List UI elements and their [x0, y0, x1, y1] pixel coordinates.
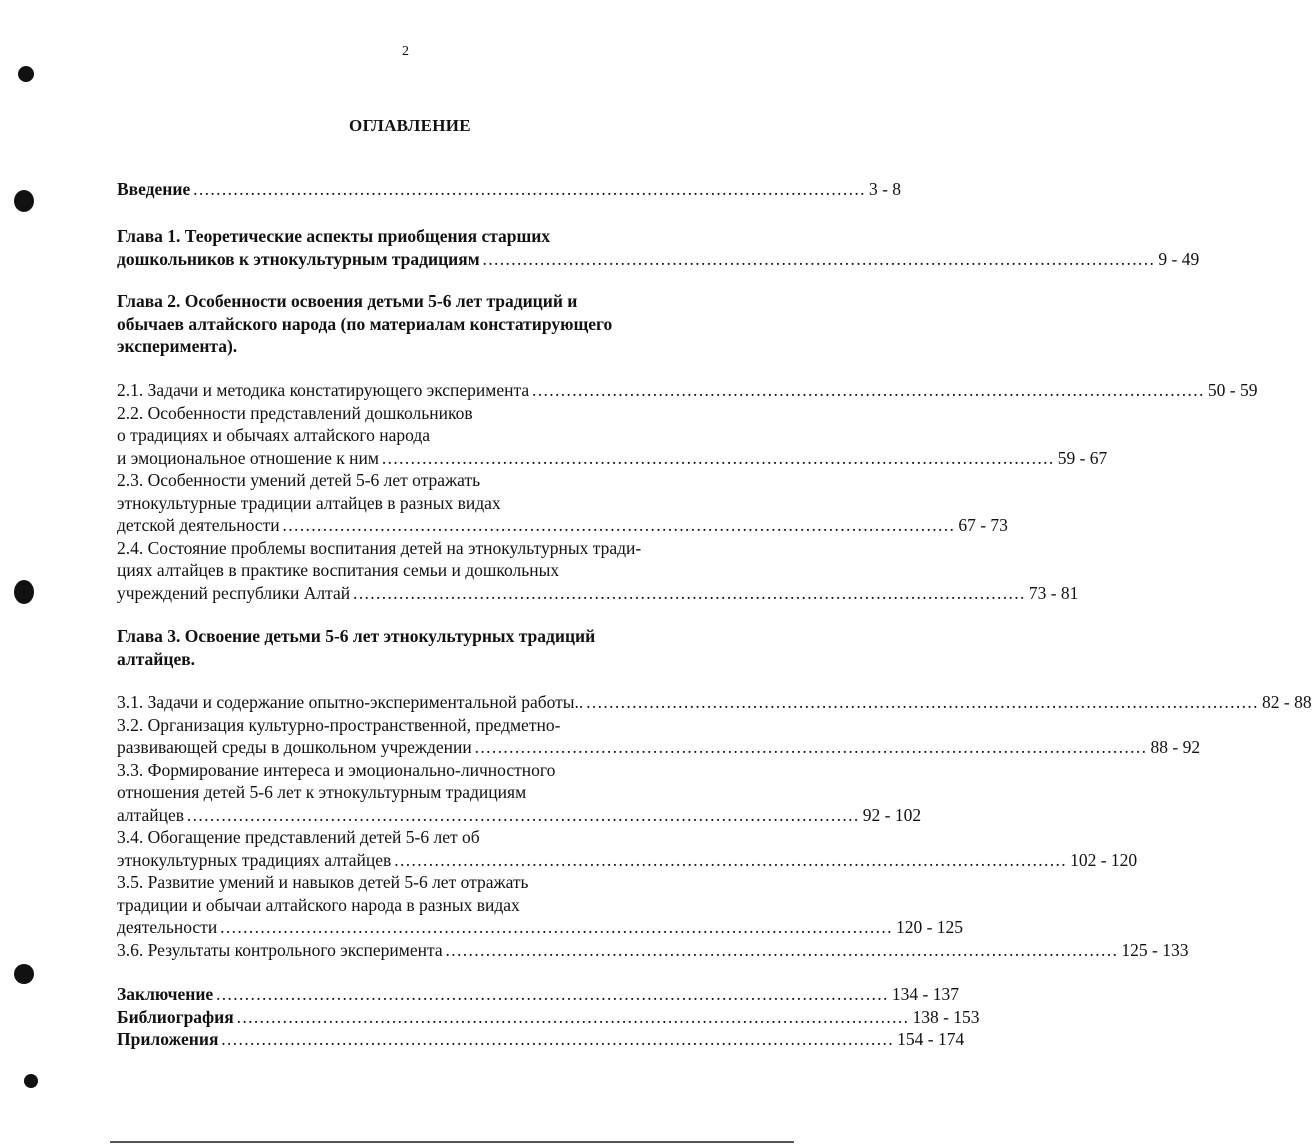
toc-entry-label: детской деятельности . . . — [117, 514, 952, 537]
toc-entry-label: Библиография . . . — [117, 1006, 906, 1029]
toc-page-range: 102 - 120 — [1070, 849, 1138, 870]
chapter-heading-line: Глава 2. Особенности освоения детьми 5-6 лет традиций и — [117, 291, 578, 311]
toc-entry-label: 3.1. Задачи и содержание опытно-экспериментальной работы.. . . . — [117, 691, 1256, 714]
toc-page-range: 50 - 59 — [1207, 380, 1258, 400]
toc-page-range: 67 - 73 — [958, 515, 1008, 535]
toc-page-range: 134 - 137 — [891, 984, 959, 1004]
toc-section-line: 3.2. Организация культурно-пространственной, предметно- — [117, 714, 561, 735]
toc-entry-label: этнокультурных традициях алтайцев . . . — [117, 849, 1064, 872]
page-title: ОГЛАВЛЕНИЕ — [349, 116, 471, 135]
toc-section-line: 3.3. Формирование интереса и эмоционально-личностного — [117, 759, 556, 780]
toc-section-line: циях алтайцев в практике воспитания семьи и дошкольных — [117, 560, 560, 580]
toc-entry-label: развивающей среды в дошкольном учреждении . . . — [117, 736, 1145, 759]
toc-entry-label: Введение . . . — [117, 178, 863, 201]
toc-section-line: 2.3. Особенности умений детей 5-6 лет отражать — [117, 470, 481, 490]
binder-hole-mark — [14, 964, 34, 984]
toc-page-range: 92 - 102 — [862, 804, 922, 825]
toc-conclusion — [117, 983, 959, 1006]
toc-chapter-1 — [117, 225, 1200, 270]
toc-page-range: 120 - 125 — [895, 917, 964, 937]
toc-chapter-2-heading — [117, 290, 717, 358]
toc-page-range: 73 - 81 — [1028, 582, 1079, 603]
toc-entry-label: Заключение . . . — [117, 983, 886, 1006]
toc-page-range: 3 - 8 — [868, 179, 902, 199]
toc-section-3-1 — [117, 691, 1312, 714]
toc-page-range: 125 - 133 — [1121, 939, 1189, 960]
binder-hole-mark — [14, 190, 34, 212]
toc-entry-label: учреждений республики Алтай . . . — [117, 582, 1023, 605]
toc-page-range: 154 - 174 — [897, 1029, 965, 1049]
toc-introduction — [117, 178, 902, 201]
toc-section-2-1 — [117, 379, 1258, 402]
toc-section-line: 2.4. Состояние проблемы воспитания детей на этнокультурных тради- — [117, 537, 642, 558]
page-number: 2 — [402, 44, 409, 59]
toc-section-line: этнокультурные традиции алтайцев в разных видах — [117, 492, 501, 513]
binder-hole-mark — [24, 1074, 38, 1088]
chapter-heading-line: дошкольников к этнокультурным традициям . . . — [117, 248, 1152, 271]
toc-entry-label: Приложения . . . — [117, 1028, 891, 1051]
toc-section-line: 3.5. Развитие умений и навыков детей 5-6 лет отражать — [117, 872, 529, 892]
chapter-heading-line: Глава 3. Освоение детьми 5-6 лет этнокультурных традиций — [117, 626, 596, 646]
chapter-heading-line: обычаев алтайского народа (по материалам констатирующего — [117, 313, 613, 334]
binder-hole-mark — [18, 66, 34, 82]
toc-chapter-2-sections — [117, 379, 1258, 604]
toc-page-range: 82 - 88 — [1262, 692, 1312, 712]
chapter-heading-line: алтайцев. — [117, 648, 196, 669]
binder-hole-mark — [14, 580, 34, 604]
toc-page-range: 138 - 153 — [912, 1006, 980, 1027]
chapter-heading-line: Глава 1. Теоретические аспекты приобщения старших — [117, 226, 551, 246]
chapter-heading-line: эксперимента). — [117, 336, 238, 356]
toc-entry-label: и эмоциональное отношение к ним . . . — [117, 447, 1052, 470]
toc-appendix — [117, 1028, 965, 1051]
toc-page-range: 59 - 67 — [1057, 447, 1108, 468]
toc-bibliography — [117, 1006, 980, 1029]
toc-entry-label: деятельности . . . — [117, 916, 890, 939]
scan-edge-line — [110, 1141, 794, 1143]
toc-page-range: 9 - 49 — [1158, 248, 1200, 269]
toc-entry-label: 3.6. Результаты контрольного эксперимента . . . — [117, 939, 1115, 962]
toc-section-line: 2.2. Особенности представлений дошкольников — [117, 402, 473, 423]
toc-chapter-3-sections — [117, 691, 1312, 961]
toc-section-line: отношения детей 5-6 лет к этнокультурным традициям — [117, 782, 527, 802]
toc-page-range: 88 - 92 — [1150, 737, 1201, 757]
toc-section-line: 3.4. Обогащение представлений детей 5-6 лет об — [117, 827, 480, 847]
toc-back-matter — [117, 983, 980, 1051]
toc-chapter-3-heading — [117, 625, 717, 670]
toc-entry-label: 2.1. Задачи и методика констатирующего эксперимента . . . — [117, 379, 1202, 402]
toc-entry-label: алтайцев . . . — [117, 804, 857, 827]
toc-section-line: о традициях и обычаях алтайского народа — [117, 425, 431, 445]
toc-section-line: традиции и обычаи алтайского народа в разных видах — [117, 894, 520, 915]
